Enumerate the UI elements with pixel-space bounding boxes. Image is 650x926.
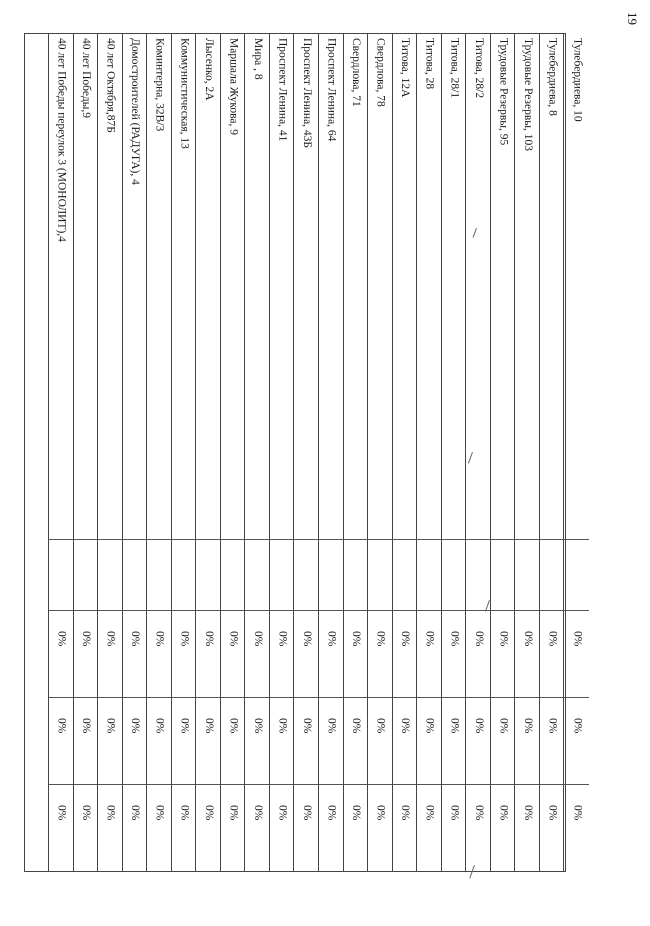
percent-value-3: 0% [276,805,289,821]
percent-cell-1 [245,610,269,697]
percent-cell-1 [466,610,490,697]
percent-value-2: 0% [178,718,191,734]
percent-cell-1 [270,610,294,697]
empty-cell [540,539,564,610]
percent-cell-2 [49,697,73,784]
percent-cell-2 [123,697,147,784]
table-row [491,34,516,871]
percent-value-3: 0% [521,805,534,821]
address-text: Мира , 8 [251,38,264,80]
empty-cell [491,539,515,610]
percent-cell-2 [245,697,269,784]
empty-cell [147,539,171,610]
table-row [98,34,123,871]
percent-cell-2 [540,697,564,784]
percent-value-1: 0% [350,631,363,647]
percent-value-1: 0% [423,631,436,647]
percent-value-2: 0% [374,718,387,734]
address-text: Коммунистическая, 13 [178,38,191,149]
percent-cell-1 [123,610,147,697]
address-cell [540,34,564,539]
percent-cell-3 [123,784,147,873]
percent-cell-1 [417,610,441,697]
table-row [74,34,99,871]
percent-value-1: 0% [374,631,387,647]
empty-cell [74,539,98,610]
empty-cell [515,539,539,610]
percent-value-1: 0% [104,631,117,647]
percent-value-1: 0% [276,631,289,647]
percent-cell-1 [540,610,564,697]
address-text: Проспект Ленина, 43Б [300,38,313,149]
address-cell [491,34,515,539]
percent-value-1: 0% [448,631,461,647]
address-cell [49,34,73,539]
percent-value-2: 0% [251,718,264,734]
empty-cell [319,539,343,610]
table-row [417,34,442,871]
percent-value-2: 0% [153,718,166,734]
percent-value-1: 0% [202,631,215,647]
address-text: Коминтерна, 32В/3 [153,38,166,132]
percent-cell-3 [270,784,294,873]
table-row [270,34,295,871]
percent-value-1: 0% [55,631,68,647]
empty-cell [221,539,245,610]
address-text: Свердлова, 78 [374,38,387,107]
percent-cell-2 [74,697,98,784]
table-row [368,34,393,871]
percent-cell-3 [442,784,466,873]
percent-value-3: 0% [227,805,240,821]
address-text: 40 лет Победы,9 [80,38,93,119]
address-text: Титова, 28 [423,38,436,90]
address-text: Тулебердиева, 10 [571,38,584,122]
percent-cell-3 [294,784,318,873]
percent-value-2: 0% [350,718,363,734]
address-cell [245,34,269,539]
table-row [564,34,589,871]
percent-value-3: 0% [55,805,68,821]
table-row [294,34,319,871]
table-row [515,34,540,871]
percent-cell-2 [417,697,441,784]
percent-cell-3 [196,784,220,873]
percent-cell-2 [564,697,589,784]
address-cell [196,34,220,539]
table-row [147,34,172,871]
percent-cell-2 [221,697,245,784]
address-cell [270,34,294,539]
percent-cell-1 [344,610,368,697]
percent-value-3: 0% [251,805,264,821]
percent-value-2: 0% [448,718,461,734]
percent-cell-2 [294,697,318,784]
address-cell [172,34,196,539]
percent-cell-2 [270,697,294,784]
percent-cell-3 [491,784,515,873]
table-row [196,34,221,871]
address-cell [319,34,343,539]
percent-cell-2 [196,697,220,784]
address-text: Титова, 28/1 [448,38,461,99]
percent-value-3: 0% [350,805,363,821]
empty-cell [98,539,122,610]
percent-cell-1 [491,610,515,697]
percent-value-2: 0% [55,718,68,734]
percent-value-3: 0% [448,805,461,821]
percent-cell-1 [442,610,466,697]
percent-cell-1 [98,610,122,697]
percent-cell-2 [98,697,122,784]
address-text: Лысенко, 2А [202,38,215,101]
percent-value-2: 0% [202,718,215,734]
table-row [442,34,467,871]
percent-cell-2 [172,697,196,784]
empty-cell [442,539,466,610]
percent-cell-3 [98,784,122,873]
table-row [49,34,74,871]
percent-cell-1 [368,610,392,697]
percent-value-3: 0% [153,805,166,821]
empty-cell [172,539,196,610]
percent-cell-2 [319,697,343,784]
percent-cell-1 [294,610,318,697]
percent-cell-3 [368,784,392,873]
percent-value-3: 0% [571,805,584,821]
percent-value-3: 0% [497,805,510,821]
percent-value-3: 0% [104,805,117,821]
data-table [24,33,584,872]
address-text: Титова, 12А [399,38,412,98]
percent-value-2: 0% [276,718,289,734]
percent-value-3: 0% [546,805,559,821]
address-text: Проспект Ленина, 41 [276,38,289,142]
percent-value-3: 0% [423,805,436,821]
table-row [221,34,246,871]
empty-cell [245,539,269,610]
percent-value-1: 0% [571,631,584,647]
address-text: Маршала Жукова, 9 [227,38,240,135]
percent-cell-1 [393,610,417,697]
percent-cell-1 [196,610,220,697]
address-text: Титова, 28/2 [472,38,485,99]
percent-value-1: 0% [80,631,93,647]
percent-cell-2 [491,697,515,784]
percent-cell-1 [515,610,539,697]
percent-value-1: 0% [251,631,264,647]
address-text: Свердлова, 71 [350,38,363,107]
percent-value-2: 0% [472,718,485,734]
address-cell [466,34,490,539]
empty-cell [294,539,318,610]
percent-value-3: 0% [399,805,412,821]
address-text: Проспект Ленина, 64 [325,38,338,142]
address-text: 40 лет Октября,87Б [104,38,117,133]
percent-cell-2 [344,697,368,784]
percent-value-1: 0% [497,631,510,647]
address-cell [515,34,539,539]
percent-value-3: 0% [129,805,142,821]
empty-cell [466,539,490,610]
percent-value-1: 0% [546,631,559,647]
percent-cell-3 [540,784,564,873]
address-text: Трудовые Резервы, 95 [497,38,510,146]
percent-cell-1 [221,610,245,697]
empty-cell [393,539,417,610]
empty-cell [344,539,368,610]
table-row [172,34,197,871]
table-lead-column [25,34,49,871]
address-cell [221,34,245,539]
percent-cell-1 [147,610,171,697]
percent-cell-3 [245,784,269,873]
empty-cell [417,539,441,610]
address-text: Трудовые Резервы, 103 [521,38,534,151]
table-row [245,34,270,871]
empty-cell [123,539,147,610]
percent-value-1: 0% [129,631,142,647]
empty-cell [564,539,589,610]
percent-value-3: 0% [374,805,387,821]
percent-value-3: 0% [300,805,313,821]
percent-value-1: 0% [153,631,166,647]
percent-value-1: 0% [521,631,534,647]
percent-value-1: 0% [227,631,240,647]
percent-cell-3 [564,784,589,873]
percent-cell-2 [515,697,539,784]
percent-cell-3 [417,784,441,873]
percent-value-2: 0% [546,718,559,734]
percent-cell-2 [147,697,171,784]
percent-value-1: 0% [472,631,485,647]
percent-value-1: 0% [178,631,191,647]
table-row [123,34,148,871]
address-cell [98,34,122,539]
address-cell [123,34,147,539]
percent-value-2: 0% [227,718,240,734]
percent-cell-1 [172,610,196,697]
address-cell [393,34,417,539]
address-text: Тулебердиева, 8 [546,38,559,116]
address-text: 40 лет Победы переулок 3 (МОНОЛИТ),4 [55,38,68,242]
percent-value-2: 0% [80,718,93,734]
percent-cell-2 [442,697,466,784]
empty-cell [196,539,220,610]
percent-value-2: 0% [399,718,412,734]
empty-cell [49,539,73,610]
percent-cell-3 [221,784,245,873]
percent-value-2: 0% [423,718,436,734]
empty-cell [368,539,392,610]
percent-cell-3 [74,784,98,873]
table-row [466,34,491,871]
percent-cell-3 [147,784,171,873]
percent-value-2: 0% [571,718,584,734]
percent-value-3: 0% [202,805,215,821]
address-cell [74,34,98,539]
percent-cell-1 [319,610,343,697]
percent-value-2: 0% [129,718,142,734]
percent-value-3: 0% [472,805,485,821]
percent-cell-3 [466,784,490,873]
address-cell [564,34,589,539]
address-cell [344,34,368,539]
address-cell [147,34,171,539]
percent-cell-3 [49,784,73,873]
percent-cell-3 [172,784,196,873]
percent-cell-2 [393,697,417,784]
percent-value-2: 0% [497,718,510,734]
percent-cell-1 [74,610,98,697]
percent-cell-1 [564,610,589,697]
table-row [393,34,418,871]
page-number: 19 [625,12,640,25]
percent-value-2: 0% [521,718,534,734]
percent-value-2: 0% [300,718,313,734]
percent-value-3: 0% [325,805,338,821]
percent-cell-3 [319,784,343,873]
percent-cell-2 [466,697,490,784]
percent-cell-3 [344,784,368,873]
percent-cell-3 [515,784,539,873]
percent-value-3: 0% [178,805,191,821]
address-cell [294,34,318,539]
percent-value-1: 0% [325,631,338,647]
percent-value-3: 0% [80,805,93,821]
address-cell [442,34,466,539]
table-row [540,34,565,871]
table-row [344,34,369,871]
percent-value-2: 0% [325,718,338,734]
percent-cell-3 [393,784,417,873]
percent-cell-1 [49,610,73,697]
empty-cell [270,539,294,610]
table-row [319,34,344,871]
percent-value-1: 0% [399,631,412,647]
address-text: Домостроителей (РАДУГА), 4 [129,38,142,185]
percent-cell-2 [368,697,392,784]
percent-value-2: 0% [104,718,117,734]
address-cell [368,34,392,539]
address-cell [417,34,441,539]
percent-value-1: 0% [300,631,313,647]
